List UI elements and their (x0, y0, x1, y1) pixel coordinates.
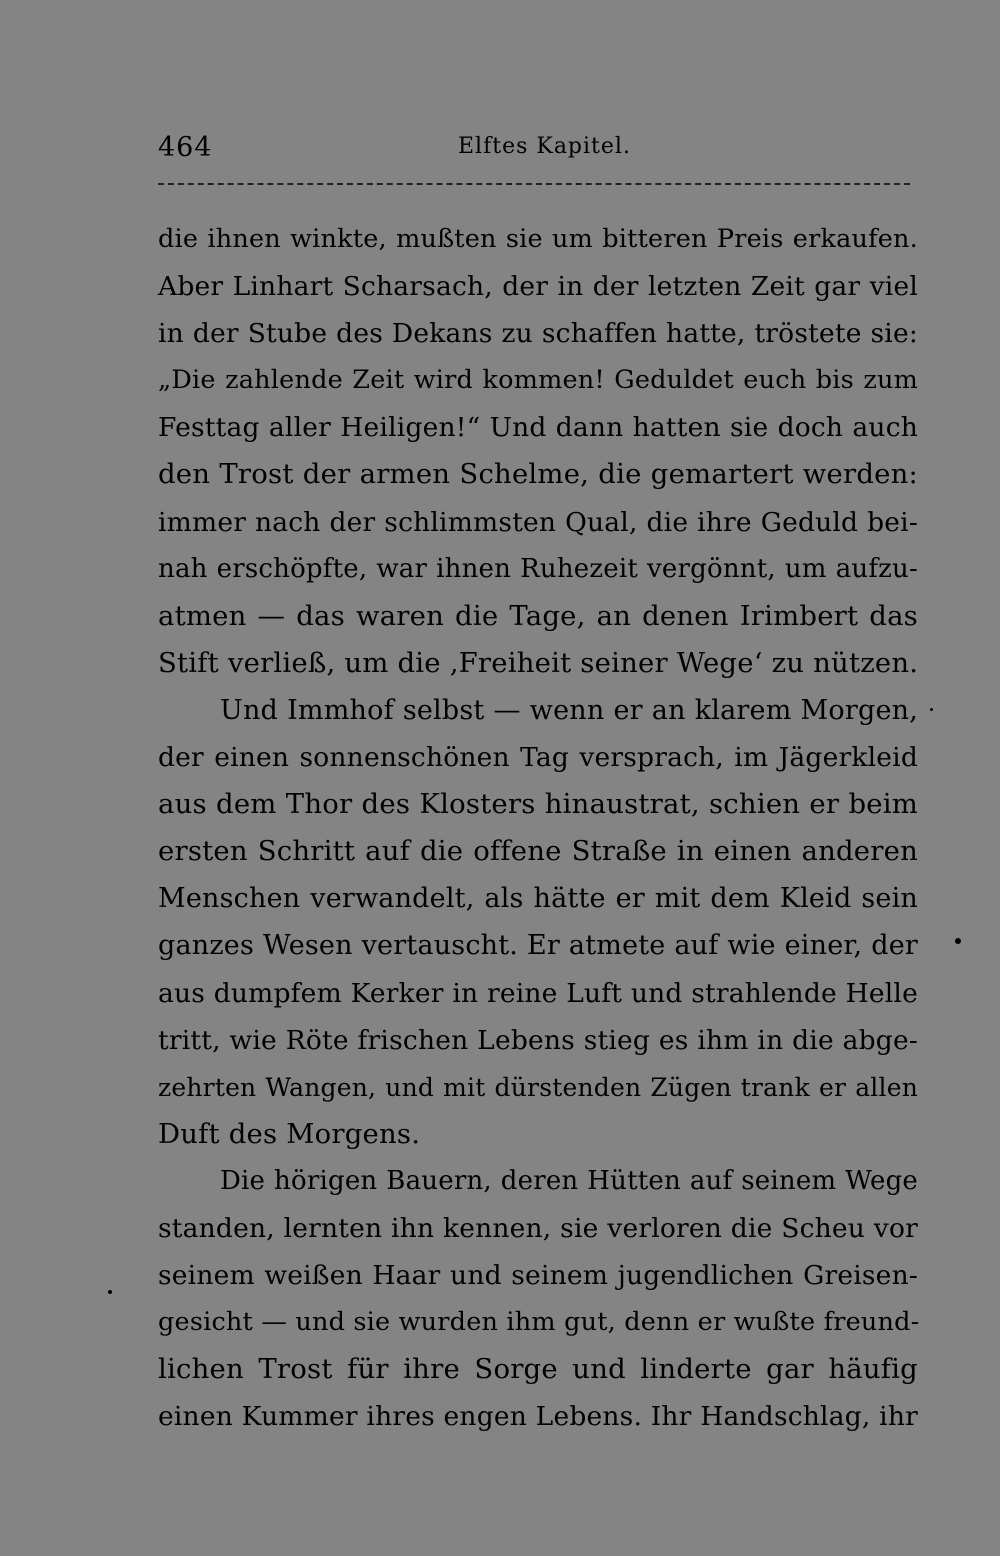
running-head: Elftes Kapitel. (458, 134, 631, 159)
text-line: „Die zahlende Zeit wird kommen! Geduldet euch bis zum (158, 365, 918, 396)
text-line: gesicht — und sie wurden ihm gut, denn er wußte freund- (158, 1307, 920, 1338)
text-line: aus dumpfem Kerker in reine Luft und strahlende Helle (158, 977, 918, 1009)
text-line: Die hörigen Bauern, deren Hütten auf seinem Wege (220, 1165, 918, 1196)
text-line: ersten Schritt auf die offene Straße in einen anderen (158, 835, 918, 868)
text-line: seinem weißen Haar und seinem jugendlichen Greisen- (158, 1260, 918, 1292)
text-line: die ihnen winkte, mußten sie um bitteren Preis erkaufen. (158, 224, 918, 254)
text-line: immer nach der schlimmsten Qual, die ihre Geduld bei- (158, 506, 918, 538)
text-line: in der Stube des Dekans zu schaffen hatte, tröstete sie: (158, 318, 918, 350)
page-number: 464 (158, 132, 213, 163)
text-line: ganzes Wesen vertauscht. Er atmete auf wie einer, der (158, 930, 918, 962)
text-line: der einen sonnenschönen Tag versprach, im Jägerkleid (158, 742, 918, 774)
text-line: den Trost der armen Schelme, die gemartert werden: (158, 458, 918, 491)
scan-speck (930, 708, 933, 711)
text-line: Festtag aller Heiligen!“ Und dann hatten sie doch auch (158, 412, 918, 444)
text-line: atmen — das waren die Tage, an denen Irimbert das (158, 599, 918, 632)
text-line: Duft des Morgens. (158, 1117, 421, 1150)
text-line: einen Kummer ihres engen Lebens. Ihr Handschlag, ihr (158, 1401, 918, 1433)
text-line: zehrten Wangen, und mit dürstenden Zügen trank er allen (158, 1072, 918, 1102)
scan-speck (108, 1290, 112, 1294)
text-line: nah erschöpfte, war ihnen Ruhezeit vergönnt, um aufzu- (158, 553, 918, 584)
text-line: lichen Trost für ihre Sorge und linderte gar häufig (158, 1353, 918, 1386)
text-line: Aber Linhart Scharsach, der in der letzten Zeit gar viel (158, 271, 918, 303)
text-line: Stift verließ, um die ‚Freiheit seiner Wege‘ zu nützen. (158, 646, 919, 679)
text-line: tritt, wie Röte frischen Lebens stieg es ihm in die abge- (158, 1024, 918, 1056)
text-line: aus dem Thor des Klosters hinaustrat, schien er beim (158, 788, 918, 821)
text-line: standen, lernten ihn kennen, sie verloren die Scheu vor (158, 1212, 918, 1244)
body-text (158, 216, 918, 1440)
header-rule (158, 183, 910, 185)
scan-speck (955, 938, 961, 944)
text-line: Menschen verwandelt, als hätte er mit dem Kleid sein (158, 883, 918, 915)
page-header (158, 132, 916, 172)
text-line: Und Immhof selbst — wenn er an klarem Morgen, (220, 694, 918, 726)
